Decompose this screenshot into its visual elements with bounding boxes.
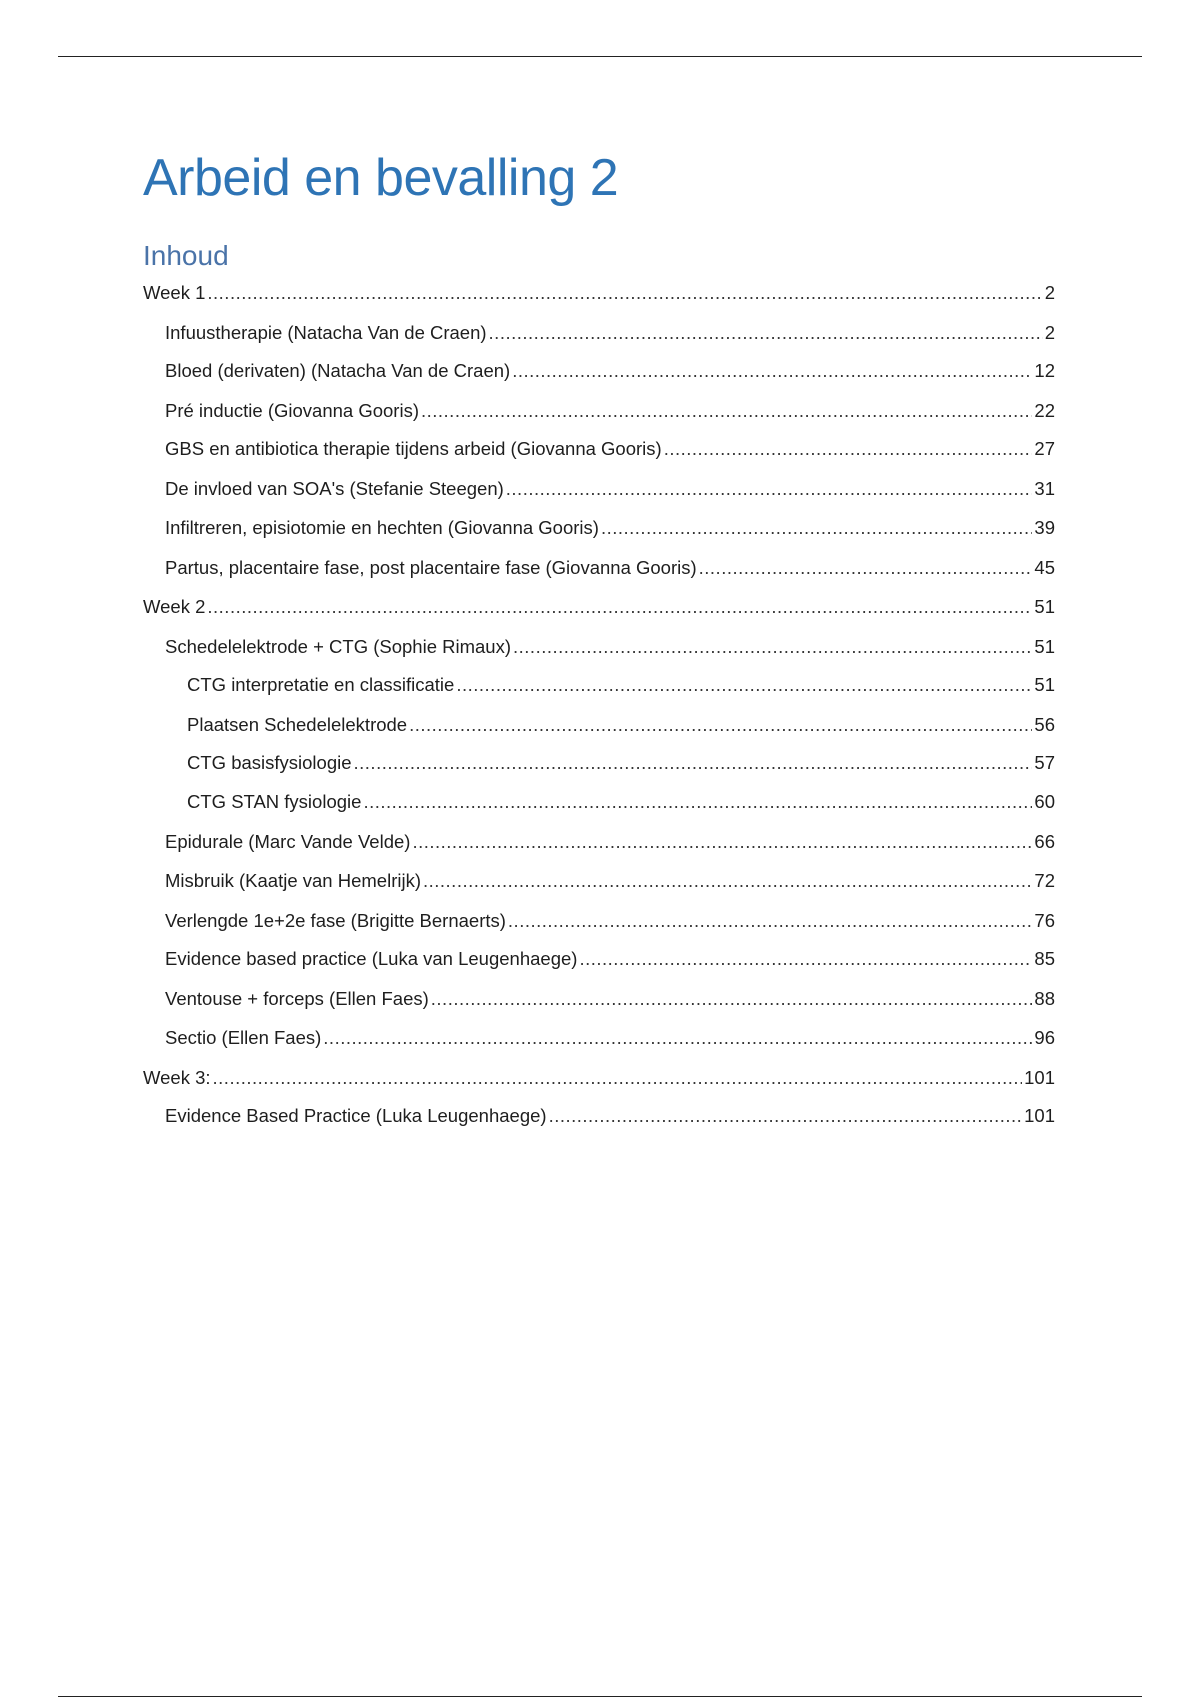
toc-entry-title: De invloed van SOA's (Stefanie Steegen) xyxy=(165,478,504,499)
toc-entry-title: Verlengde 1e+2e fase (Brigitte Bernaerts) xyxy=(165,910,506,931)
toc-entry-title: Ventouse + forceps (Ellen Faes) xyxy=(165,988,429,1009)
toc-entry-title: CTG interpretatie en classificatie xyxy=(187,674,455,695)
toc-leader xyxy=(601,515,1032,541)
toc-entry[interactable] xyxy=(187,712,1055,738)
toc-page-number: 39 xyxy=(1034,517,1055,538)
toc-entry-title: Partus, placentaire fase, post placentaire fase (Giovanna Gooris) xyxy=(165,557,697,578)
toc-leader xyxy=(506,476,1033,502)
toc-page-number: 72 xyxy=(1034,870,1055,891)
toc-page-number: 66 xyxy=(1034,831,1055,852)
toc-leader xyxy=(513,634,1032,660)
toc-leader xyxy=(664,436,1033,462)
toc-page-number: 51 xyxy=(1034,636,1055,657)
toc-page-number: 2 xyxy=(1044,322,1055,343)
toc-leader xyxy=(213,1065,1023,1091)
toc-entry[interactable] xyxy=(165,1103,1055,1129)
toc-page-number: 76 xyxy=(1034,910,1055,931)
toc-leader xyxy=(489,320,1043,346)
toc-page-number: 57 xyxy=(1034,752,1055,773)
toc-page-number: 88 xyxy=(1034,988,1055,1009)
toc-entry-title: CTG basisfysiologie xyxy=(187,752,352,773)
toc-entry-title: Pré inductie (Giovanna Gooris) xyxy=(165,400,419,421)
toc-entry[interactable] xyxy=(165,986,1055,1012)
toc-leader xyxy=(412,829,1032,855)
toc-leader xyxy=(456,672,1032,698)
toc-page-number: 22 xyxy=(1034,400,1055,421)
toc-entry-title: Week 1 xyxy=(143,282,206,303)
toc-leader xyxy=(423,868,1032,894)
toc-entry[interactable] xyxy=(165,358,1055,384)
toc-leader xyxy=(354,750,1033,776)
toc-entry[interactable] xyxy=(165,555,1055,581)
page-title: Arbeid en bevalling 2 xyxy=(143,149,619,207)
toc-leader xyxy=(579,946,1032,972)
toc-entry-title: CTG STAN fysiologie xyxy=(187,791,362,812)
toc-leader xyxy=(207,280,1042,306)
toc-leader xyxy=(363,789,1032,815)
toc-entry[interactable] xyxy=(187,750,1055,776)
toc-page-number: 101 xyxy=(1024,1105,1055,1126)
toc-entry[interactable] xyxy=(143,1065,1055,1091)
toc-page-number: 45 xyxy=(1034,557,1055,578)
toc-page-number: 96 xyxy=(1034,1027,1055,1048)
toc-entry-title: Schedelelektrode + CTG (Sophie Rimaux) xyxy=(165,636,512,657)
toc-page-number: 2 xyxy=(1044,282,1055,303)
toc-entry-title: Plaatsen Schedelelektrode xyxy=(187,714,408,735)
toc-entry[interactable] xyxy=(165,634,1055,660)
toc-leader xyxy=(323,1025,1032,1051)
toc-entry[interactable] xyxy=(165,398,1055,424)
toc-leader xyxy=(409,712,1032,738)
toc-entry-title: Week 3: xyxy=(143,1067,211,1088)
toc-entry[interactable] xyxy=(165,1025,1055,1051)
toc-leader xyxy=(512,358,1032,384)
toc-entry[interactable] xyxy=(165,946,1055,972)
toc-leader xyxy=(431,986,1033,1012)
toc-page-number: 101 xyxy=(1024,1067,1055,1088)
toc-page-number: 12 xyxy=(1034,360,1055,381)
toc-entry[interactable] xyxy=(165,515,1055,541)
toc-page-number: 51 xyxy=(1034,596,1055,617)
toc-entry[interactable] xyxy=(165,320,1055,346)
toc-entry[interactable] xyxy=(143,594,1055,620)
footer-rule xyxy=(58,1696,1142,1697)
toc-entry[interactable] xyxy=(165,868,1055,894)
toc-entry[interactable] xyxy=(165,436,1055,462)
toc-entry-title: Misbruik (Kaatje van Hemelrijk) xyxy=(165,870,421,891)
toc-page-number: 31 xyxy=(1034,478,1055,499)
toc-entry[interactable] xyxy=(165,476,1055,502)
toc-entry-title: Evidence based practice (Luka van Leugenhaege) xyxy=(165,948,578,969)
toc-entry-title: Week 2 xyxy=(143,596,206,617)
toc-entry[interactable] xyxy=(165,908,1055,934)
toc-entry-title: Bloed (derivaten) (Natacha Van de Craen) xyxy=(165,360,511,381)
toc-leader xyxy=(207,594,1032,620)
toc-page-number: 85 xyxy=(1034,948,1055,969)
toc-leader xyxy=(549,1103,1023,1129)
toc-entry-title: Epidurale (Marc Vande Velde) xyxy=(165,831,411,852)
toc-leader xyxy=(699,555,1033,581)
toc-entry-title: Infiltreren, episiotomie en hechten (Giovanna Gooris) xyxy=(165,517,599,538)
toc-entry[interactable] xyxy=(187,789,1055,815)
toc-entry[interactable] xyxy=(165,829,1055,855)
toc-page-number: 60 xyxy=(1034,791,1055,812)
toc-page-number: 27 xyxy=(1034,438,1055,459)
toc-page-number: 56 xyxy=(1034,714,1055,735)
toc-page-number: 51 xyxy=(1034,674,1055,695)
toc-entry-title: Infuustherapie (Natacha Van de Craen) xyxy=(165,322,487,343)
toc-entry[interactable] xyxy=(143,280,1055,306)
toc-heading: Inhoud xyxy=(143,240,229,271)
toc-entry-title: Sectio (Ellen Faes) xyxy=(165,1027,322,1048)
toc-entry-title: Evidence Based Practice (Luka Leugenhaege) xyxy=(165,1105,547,1126)
toc-entry-title: GBS en antibiotica therapie tijdens arbeid (Giovanna Gooris) xyxy=(165,438,662,459)
toc-leader xyxy=(421,398,1032,424)
toc-leader xyxy=(508,908,1033,934)
toc-entry[interactable] xyxy=(187,672,1055,698)
